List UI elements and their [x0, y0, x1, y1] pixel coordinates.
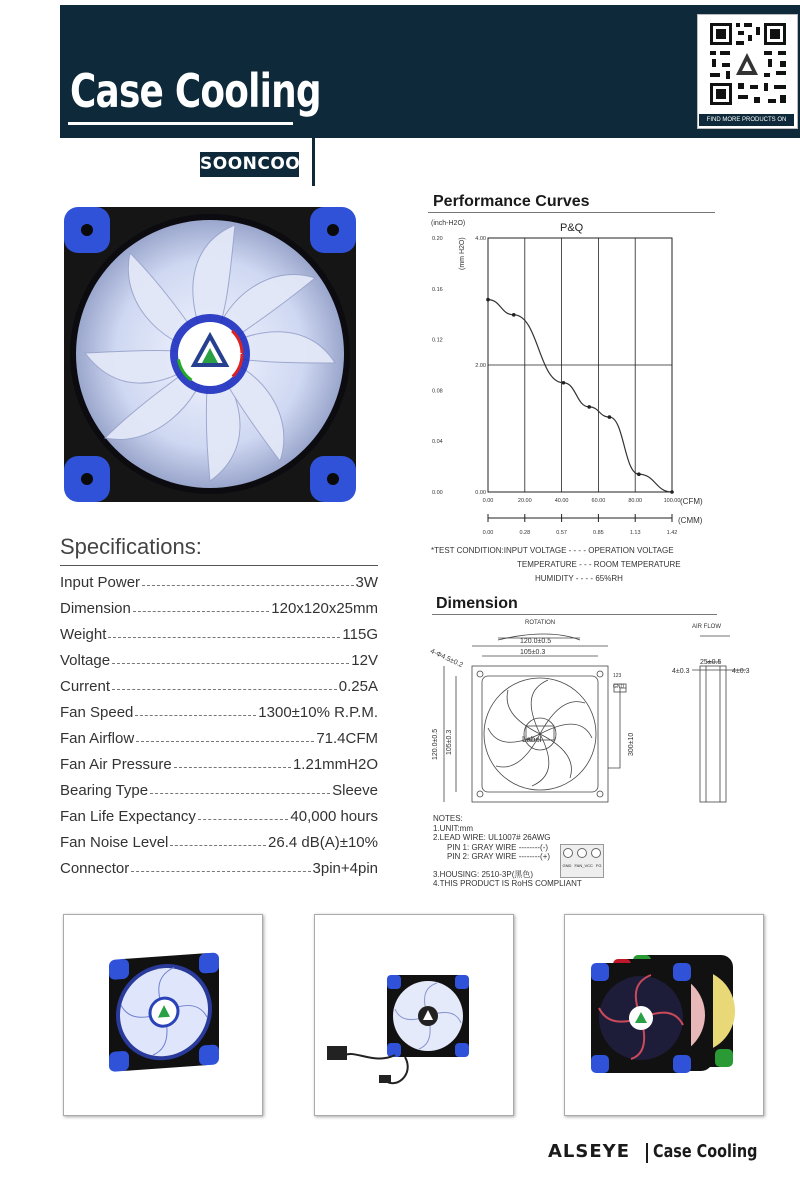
- note-line: 3.HOUSING: 2510-3P(黑色): [433, 869, 534, 879]
- footer-brand-logo: ALSEYE: [548, 1141, 630, 1162]
- brand-divider: [312, 138, 315, 186]
- performance-heading: Performance Curves: [433, 193, 590, 210]
- spec-value: 115G: [342, 625, 378, 643]
- qr-code[interactable]: [697, 14, 798, 129]
- spec-label: Weight: [60, 625, 107, 643]
- x-tick-cmm: 1.13: [629, 530, 641, 536]
- fan-label-text: Label: [522, 735, 542, 744]
- spec-label: Dimension: [60, 599, 131, 617]
- pin-gnd: GND: [613, 684, 625, 690]
- title-underline: [68, 122, 293, 125]
- product-photo-blue-fan[interactable]: [63, 914, 263, 1116]
- dim-outer: 120.0±0.5: [520, 638, 552, 645]
- spec-label: Fan Air Pressure: [60, 755, 172, 773]
- dim-side-outer: 120.0±0.5: [432, 728, 439, 760]
- x-tick-cfm: 20.00: [517, 498, 532, 504]
- y-tick-inch: 0.12: [432, 337, 443, 344]
- pin-label: FG: [595, 863, 602, 868]
- pin-label: GND: [562, 863, 572, 868]
- spec-row: [60, 699, 378, 725]
- dim-hole: 4-Φ4.5±0.2: [429, 648, 464, 670]
- x-tick-cmm: 0.85: [593, 530, 604, 536]
- product-photo-color-fans[interactable]: [564, 914, 764, 1116]
- product-photo-fan-with-cable[interactable]: [314, 914, 514, 1116]
- spec-row: [60, 673, 378, 699]
- spec-value: Sleeve: [332, 781, 378, 799]
- spec-label: Input Power: [60, 573, 141, 591]
- test-condition-value: OPERATION VOLTAGE: [588, 546, 674, 555]
- y-tick-inch: 0.16: [432, 286, 443, 293]
- brand-badge: SOONCOOL: [200, 152, 299, 177]
- x-tick-cfm: 0.00: [482, 498, 494, 504]
- temperature-value: ROOM TEMPERATURE: [593, 560, 681, 569]
- spec-row: [60, 751, 378, 777]
- spec-row: [60, 595, 378, 621]
- data-point: [670, 490, 674, 494]
- spec-row: [60, 855, 378, 881]
- y-tick-mm: 2.00: [475, 363, 486, 369]
- footer-divider: [646, 1143, 648, 1163]
- y-tick-inch: 0.00: [432, 490, 443, 496]
- rotation-label: ROTATION: [525, 620, 556, 626]
- spec-label: Fan Airflow: [60, 729, 135, 747]
- spec-row: [60, 621, 378, 647]
- temperature-label: TEMPERATURE: [517, 560, 577, 569]
- page-title: Case Cooling: [70, 64, 321, 118]
- x-tick-cfm: 80.00: [628, 498, 643, 504]
- humidity: HUMIDITY - - - - 65%RH: [535, 574, 623, 583]
- data-point: [486, 298, 490, 302]
- x-tick-cmm: 0.57: [556, 530, 567, 536]
- spec-label: Connector: [60, 859, 130, 877]
- data-point: [512, 313, 516, 317]
- y-tick-mm: 0.00: [475, 490, 486, 496]
- note-line: PIN 2: GRAY WIRE --------(+): [447, 852, 551, 861]
- spec-value: 1.21mmH2O: [292, 755, 378, 773]
- pin-hole: [577, 848, 587, 858]
- x-tick-cmm: 0.28: [519, 530, 531, 536]
- y-tick-inch: 0.08: [432, 388, 443, 395]
- temperature: TEMPERATURE - - - ROOM TEMPERATURE: [517, 560, 681, 569]
- y-tick-mm: 4.00: [475, 236, 486, 242]
- dimension-heading: Dimension: [436, 595, 518, 612]
- pin-hole: [563, 848, 573, 858]
- x-tick-cfm: 100.00: [663, 498, 681, 504]
- note-line: PIN 1: GRAY WIRE --------(-): [447, 842, 549, 852]
- dim-25: 25±0.5: [700, 659, 722, 666]
- dim-4a: 4±0.3: [672, 668, 690, 675]
- spec-row: [60, 569, 378, 595]
- main-fan-image: [60, 203, 360, 506]
- spec-value: 120x120x25mm: [271, 599, 378, 617]
- note-line: 2.LEAD WIRE: UL1007# 26AWG: [433, 833, 551, 842]
- note-line: NOTES:: [433, 814, 463, 823]
- dim-4b: 4±0.3: [732, 668, 750, 675]
- dimension-drawing: [430, 618, 760, 818]
- spec-value: 12V: [351, 651, 378, 669]
- data-point: [608, 415, 612, 419]
- chart-title: P&Q: [560, 222, 584, 234]
- cmm-label: (CMM): [678, 516, 703, 525]
- specs-heading: Specifications:: [60, 534, 202, 559]
- pin-label: FAN_VCC: [574, 863, 593, 868]
- spec-value: 0.25A: [338, 677, 378, 695]
- x-tick-cfm: 60.00: [591, 498, 606, 504]
- humidity-label: HUMIDITY: [535, 574, 574, 583]
- spec-value: 71.4CFM: [316, 729, 378, 747]
- unit-inch-label: (inch-H2O): [431, 220, 466, 227]
- specs-rule: [60, 565, 378, 566]
- spec-label: Fan Life Expectancy: [60, 807, 196, 825]
- y-tick-inch: 0.20: [432, 236, 443, 242]
- spec-label: Fan Noise Level: [60, 833, 169, 851]
- spec-value: 26.4 dB(A)±10%: [268, 833, 378, 851]
- spec-value: 1300±10% R.P.M.: [258, 703, 378, 721]
- data-point: [637, 472, 641, 476]
- dim-inner: 105±0.3: [520, 649, 546, 656]
- cfm-label: (CFM): [680, 497, 703, 506]
- x-tick-cmm: 0.00: [482, 530, 494, 536]
- airflow-label: AIR FLOW: [692, 624, 722, 630]
- dim-side-inner: 105±0.3: [446, 729, 453, 755]
- spec-row: [60, 829, 378, 855]
- dimension-rule: [432, 614, 717, 615]
- data-point: [587, 405, 591, 409]
- spec-row: [60, 803, 378, 829]
- spec-value: 3W: [355, 573, 378, 591]
- unit-mm-label: (mm H2O): [459, 237, 466, 270]
- x-tick-cmm: 1.42: [666, 530, 678, 536]
- pin-hole: [591, 848, 601, 858]
- connector-diagram: [560, 844, 604, 878]
- note-line: 1.UNIT:mm: [433, 823, 473, 833]
- spec-label: Current: [60, 677, 111, 695]
- performance-rule: [428, 212, 715, 213]
- wire-length: 300±10: [628, 732, 635, 756]
- spec-row: [60, 647, 378, 673]
- footer-text: Case Cooling: [653, 1141, 758, 1162]
- note-line: 4.THIS PRODUCT IS RoHS COMPLIANT: [433, 879, 582, 888]
- y-tick-inch: 0.04: [432, 439, 443, 446]
- data-point: [562, 381, 566, 385]
- pin-123: 123: [613, 673, 622, 679]
- humidity-value: 65%RH: [595, 574, 623, 583]
- spec-label: Fan Speed: [60, 703, 134, 721]
- spec-row: [60, 777, 378, 803]
- spec-value: 3pin+4pin: [312, 859, 378, 877]
- spec-label: Bearing Type: [60, 781, 149, 799]
- x-tick-cfm: 40.00: [554, 498, 569, 504]
- spec-value: 40,000 hours: [290, 807, 378, 825]
- spec-row: [60, 725, 378, 751]
- pq-curve: [488, 300, 672, 492]
- qr-caption: FIND MORE PRODUCTS ON: [699, 114, 794, 126]
- test-condition-label: *TEST CONDITION:INPUT VOLTAGE: [431, 546, 567, 555]
- test-condition: *TEST CONDITION:INPUT VOLTAGE - - - - OPERATION VOLTAGE: [431, 546, 674, 555]
- spec-label: Voltage: [60, 651, 111, 669]
